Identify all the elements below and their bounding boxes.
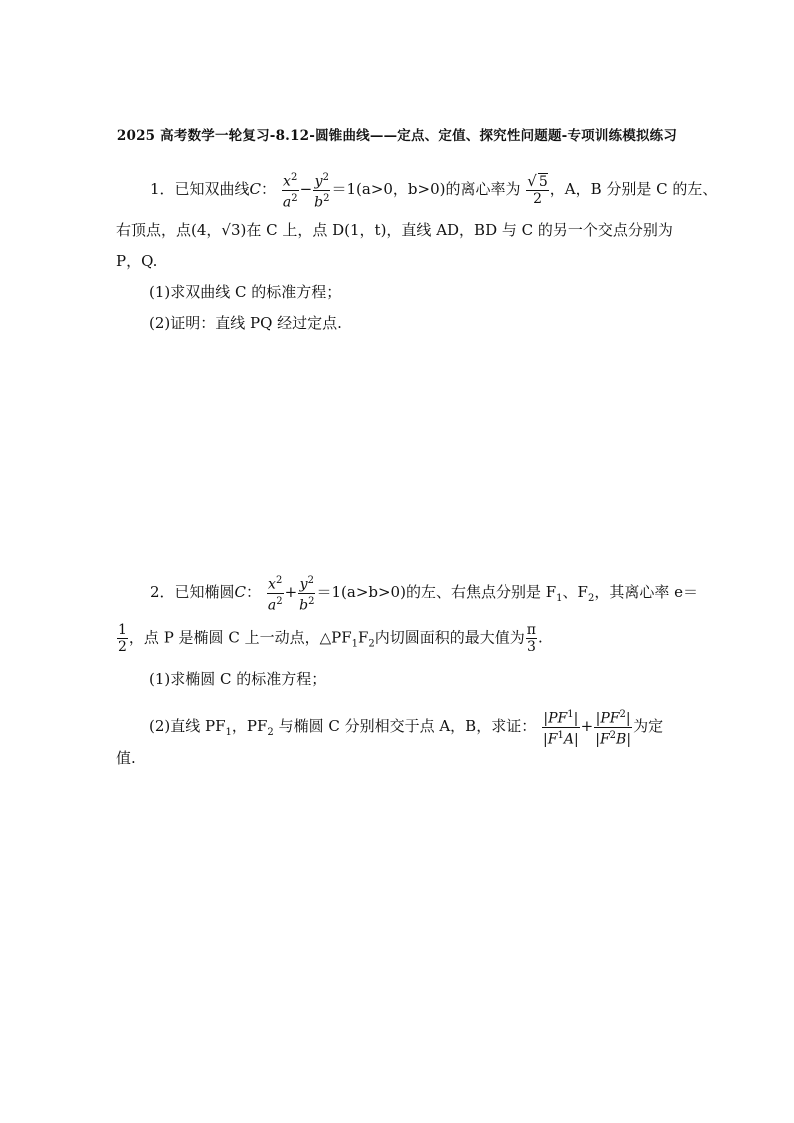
q1-frac-x: $\frac{x^2}{a^2}$ <box>282 172 298 211</box>
q1-part1: (1)求双曲线 C 的标准方程； <box>149 283 342 301</box>
q2-line1: 2．已知椭圆C： $\frac{x^2}{a^2}$ + $\frac{y^2}{b^2}$ ＝1(a>b>0)的左、右焦点分别是 $F_1$、$F_2$，其离心率 e＝ <box>150 575 698 614</box>
q2-frac-x: $\frac{x^2}{a^2}$ <box>267 575 283 614</box>
page-title: 2025 高考数学一轮复习-8.12-圆锥曲线——定点、定值、探究性问题题-专项训练模拟练习 <box>116 128 678 144</box>
q2-part2: (2)直线 $PF_1$，$PF_2$ 与椭圆 C 分别相交于点 A，B，求证： $\frac{|PF^1|}{|F^1A|}$ + $\frac{|PF^2|}{|F^2B|}$ 为定 <box>149 709 664 748</box>
q1-part2: (2)证明：直线 PQ 经过定点. <box>149 314 342 332</box>
q2-frac-y: $\frac{y^2}{b^2}$ <box>299 575 315 614</box>
q1-line2: 右顶点，点(4，√3)在 C 上，点 D(1，t)，直线 AD，BD 与 C 的另一个交点分别为 <box>116 221 673 239</box>
q2-line2: $\frac{1}{2}$ ，点 P 是椭圆 C 上一动点，$\triangle PF_1F_2$内切圆面积的最大值为 $\frac{\pi}{3}$ . <box>118 622 543 655</box>
q2-part1: (1)求椭圆 C 的标准方程； <box>149 670 327 688</box>
q2-frac-pi: $\frac{\pi}{3}$ <box>526 622 536 655</box>
q1-line1: 1．已知双曲线C： $\frac{x^2}{a^2}$ − $\frac{y^2}{b^2}$ ＝1(a>0，b>0)的离心率为 $\frac{√ 5}{2}$ ，A，B 分别是 C 的左、 <box>150 172 718 211</box>
q2-line-end: 值. <box>116 749 136 767</box>
q1-frac-y: $\frac{y^2}{b^2}$ <box>314 172 330 211</box>
q2-frac-half: $\frac{1}{2}$ <box>118 622 127 655</box>
q2-ratio-1: $\frac{|PF^1|}{|F^1A|}$ <box>543 709 579 748</box>
q1-eccentricity: $\frac{√ 5}{2}$ <box>527 172 548 208</box>
q2-ratio-2: $\frac{|PF^2|}{|F^2B|}$ <box>595 709 632 748</box>
q1-line3: P，Q. <box>116 252 158 270</box>
